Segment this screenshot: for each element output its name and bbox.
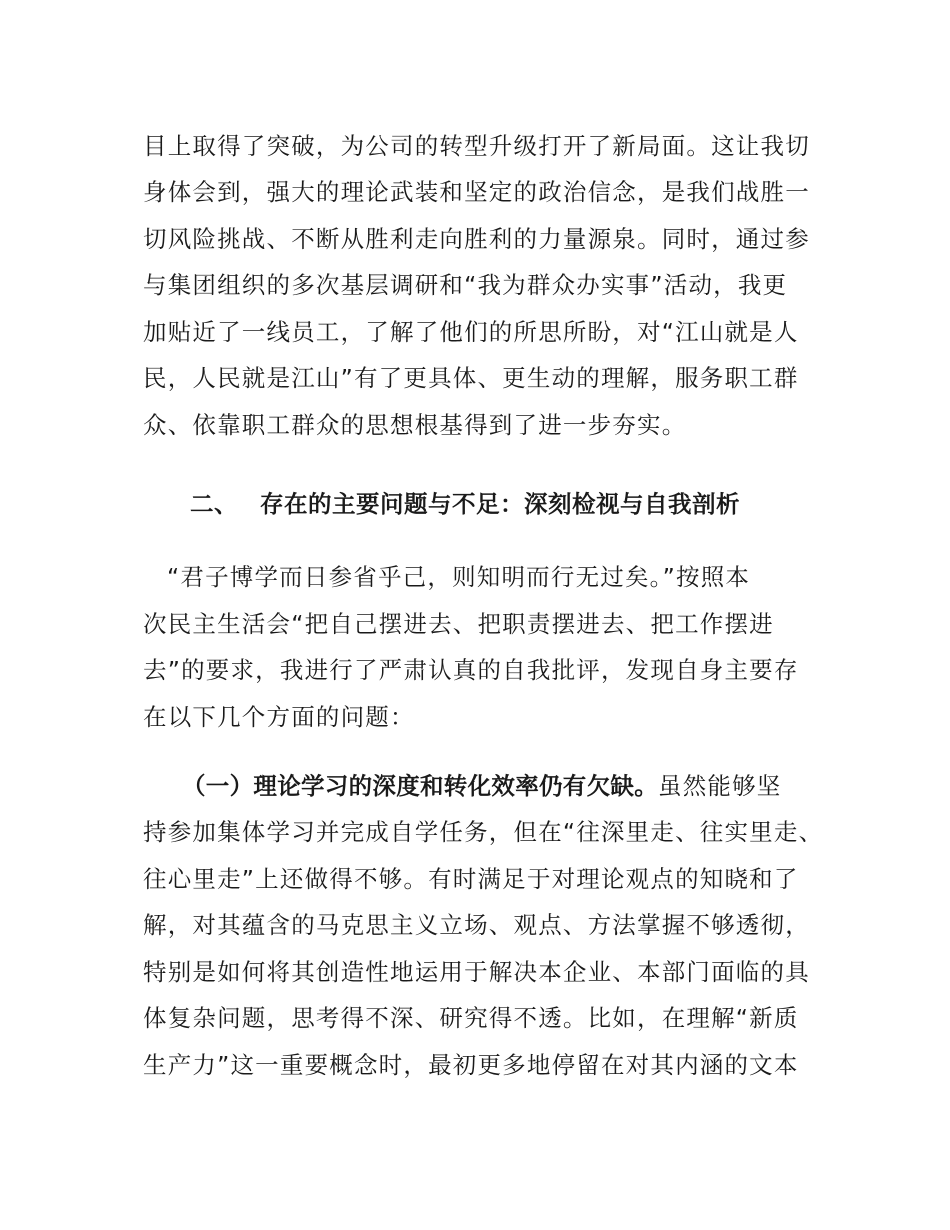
subsection-text: 虽然能够坚 [658, 772, 782, 800]
paragraph-line: 众、依靠职工群众的思想根基得到了进一步夯实。 [143, 411, 687, 439]
paragraph-line: 生产力”这一重要概念时，最初更多地停留在对其内涵的文本 [143, 1051, 799, 1079]
subsection-first-line [182, 771, 782, 801]
section-number: 二、 [190, 490, 238, 518]
paragraph-line: 与集团组织的多次基层调研和“我为群众办实事”活动，我更 [143, 271, 788, 299]
paragraph-line: 往心里走”上还做得不够。有时满足于对理论观点的知晓和了 [143, 865, 799, 893]
paragraph-line: 民，人民就是江山”有了更具体、更生动的理解，服务职工群 [143, 364, 799, 392]
paragraph-line: 特别是如何将其创造性地运用于解决本企业、本部门面临的具 [143, 958, 810, 986]
paragraph-line: 体复杂问题，思考得不深、研究得不透。比如，在理解“新质 [143, 1004, 799, 1032]
paragraph-line: 切风险挑战、不断从胜利走向胜利的力量源泉。同时，通过参 [143, 225, 810, 253]
paragraph-line: 解，对其蕴含的马克思主义立场、观点、方法掌握不够透彻， [143, 911, 810, 939]
section-heading [190, 489, 740, 519]
paragraph-line: 加贴近了一线员工，了解了他们的所思所盼，对“江山就是人 [143, 318, 799, 346]
paragraph-line: 次民主生活会“把自己摆进去、把职责摆进去、把工作摆进 [143, 610, 774, 638]
paragraph-line: “君子博学而日参省乎己，则知明而行无过矣。”按照本 [167, 563, 751, 591]
paragraph-line: 在以下几个方面的问题： [143, 703, 415, 731]
section-title: 存在的主要问题与不足：深刻检视与自我剖析 [260, 490, 740, 518]
subsection-title: （一）理论学习的深度和转化效率仍有欠缺。 [182, 772, 658, 800]
paragraph-line: 目上取得了突破，为公司的转型升级打开了新局面。这让我切 [143, 132, 810, 160]
paragraph-line: 身体会到，强大的理论武装和坚定的政治信念，是我们战胜一 [143, 178, 810, 206]
paragraph-line: 持参加集体学习并完成自学任务，但在“往深里走、往实里走、 [143, 818, 824, 846]
paragraph-line: 去”的要求，我进行了严肃认真的自我批评，发现自身主要存 [143, 656, 799, 684]
